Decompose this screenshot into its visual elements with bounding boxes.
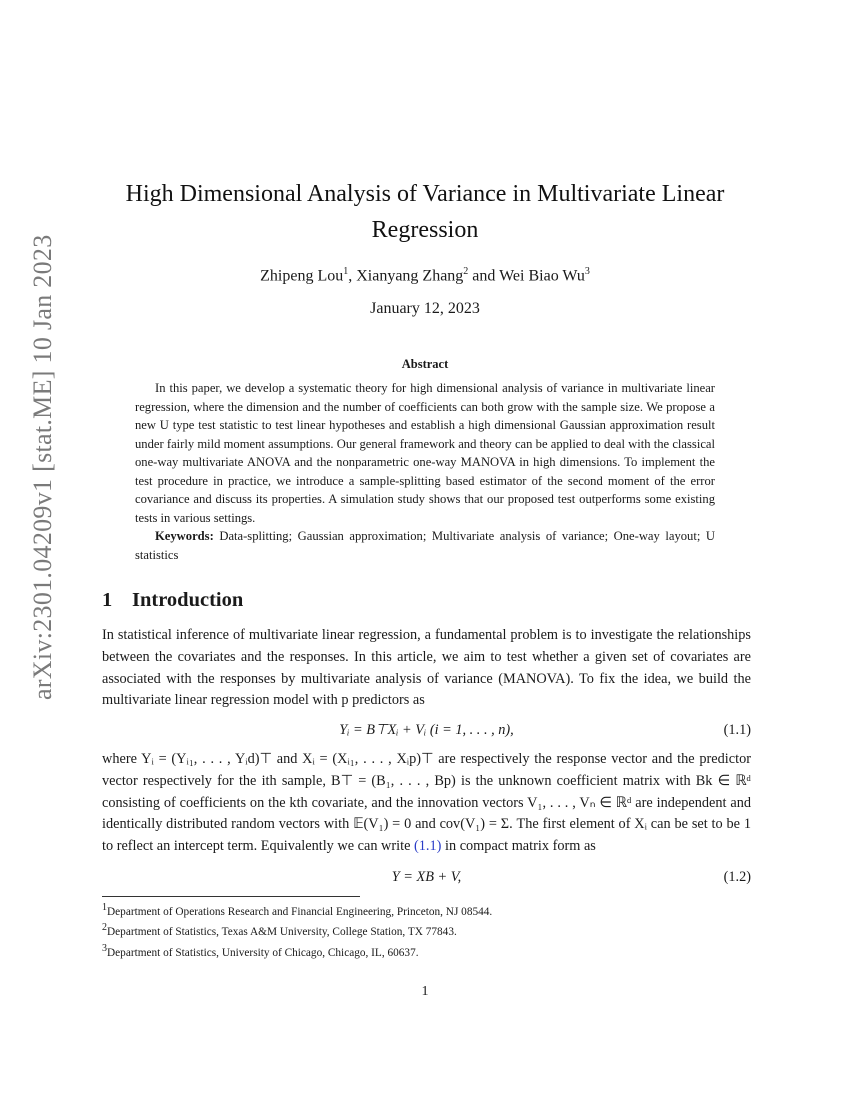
- author-mark: 1: [343, 266, 349, 277]
- author-name: Wei Biao Wu: [499, 267, 585, 285]
- section-number: 1: [102, 589, 113, 611]
- keywords-text: Data-splitting; Gaussian approximation; Multivariate analysis of variance; One-way layout; U statistics: [135, 529, 716, 562]
- abstract-keywords: [135, 527, 715, 564]
- author-name: Zhipeng Lou: [260, 267, 344, 285]
- footnote-divider: [102, 896, 360, 897]
- footnote-text: Department of Statistics, University of Chicago, Chicago, IL, 60637.: [107, 946, 419, 959]
- arxiv-identifier: arXiv:2301.04209v1 [stat.ME] 10 Jan 2023: [28, 234, 57, 700]
- abstract-text: In this paper, we develop a systematic theory for high dimensional analysis of variance in multivariate linear regression, where the dimension and the number of coefficients can both grow with the sample size. We propose a new U type test statistic to test linear hypotheses and establish a high dimensional Gaussian approximation result under fairly mild moment assumptions. Our general framework and theory can be applied to deal with the classical one-way multivariate ANOVA and the nonparametric one-way MANOVA in high dimensions. To implement the test procedure in practice, we introduce a sample-splitting based estimator of the second moment of the error covariance and discuss its properties. A simulation study shows that our proposed test outperforms some existing tests in various settings.: [135, 381, 715, 525]
- author-mark: 2: [463, 266, 469, 277]
- equation-1-1: [102, 722, 751, 744]
- section-heading: [102, 589, 243, 612]
- author-list: Zhipeng Lou$^1$, Xianyang Zhang$^2$ and Wei Biao Wu$^3$: [260, 266, 590, 285]
- title-line-2: Regression: [371, 217, 479, 243]
- equation-number: (1.2): [723, 869, 751, 885]
- paragraph-text-part: where Yᵢ = (Yᵢ₁, . . . , Yᵢd)⊤ and Xᵢ = (Xᵢ₁, . . . , Xᵢp)⊤ are respectively the response vector and the predictor vector respectively for the ith sample, B⊤ = (B₁, . . . , Bp) is the unknown coefficient matrix with Bk ∈ ℝᵈ consisting of coefficients on the kth covariate, and the innovation vectors V₁, . . . , Vₙ ∈ ℝᵈ are independent and identically distributed random vectors with 𝔼(V₁) = 0 and cov(V₁) = Σ. The first element of Xᵢ can be set to be 1 to reflect an intercept term. Equivalently we can write: [102, 751, 751, 855]
- section-title: Introduction: [132, 589, 244, 611]
- footnote: [102, 900, 751, 920]
- author-name: Xianyang Zhang: [356, 267, 464, 285]
- title-line-1: High Dimensional Analysis of Variance in Multivariate Linear: [125, 181, 725, 207]
- equation-expression: Yᵢ = B⊤Xᵢ + Vᵢ (i = 1, . . . , n),: [339, 722, 514, 738]
- author-mark: 3: [584, 266, 590, 277]
- paragraph-text-part: in compact matrix form as: [441, 838, 596, 855]
- footnote: [102, 920, 751, 940]
- footnote-mark: 3: [102, 942, 107, 954]
- intro-paragraph-2: [102, 749, 751, 858]
- equation-expression: Y = XB + V,: [391, 869, 462, 885]
- footnote-text: Department of Operations Research and Financial Engineering, Princeton, NJ 08544.: [107, 905, 493, 918]
- footnotes: [102, 900, 751, 961]
- footnote-mark: 2: [102, 922, 107, 934]
- abstract-heading: Abstract: [401, 357, 449, 371]
- footnote-text: Department of Statistics, Texas A&M University, College Station, TX 77843.: [107, 926, 457, 939]
- equation-reference-link[interactable]: (1.1): [414, 838, 442, 855]
- equation-number: (1.1): [723, 722, 751, 738]
- paper-title: [110, 176, 740, 248]
- equation-1-2: [102, 869, 751, 891]
- footnote-mark: 1: [102, 902, 107, 913]
- footnote: [102, 941, 751, 961]
- keywords-label: Keywords:: [155, 529, 214, 543]
- paper-date: January 12, 2023: [370, 300, 480, 317]
- intro-paragraph-1: [102, 625, 751, 712]
- abstract: [135, 379, 715, 564]
- page-number: 1: [421, 984, 429, 999]
- paragraph-text: [102, 749, 751, 858]
- paragraph-text: In statistical inference of multivariate linear regression, a fundamental problem is to investigate the relationships between the covariates and the responses. In this article, we aim to test whether a given set of covariates are associated with the responses by multivariate analysis of variance (MANOVA). To fix the idea, we build the multivariate linear regression model with p predictors as: [102, 627, 751, 709]
